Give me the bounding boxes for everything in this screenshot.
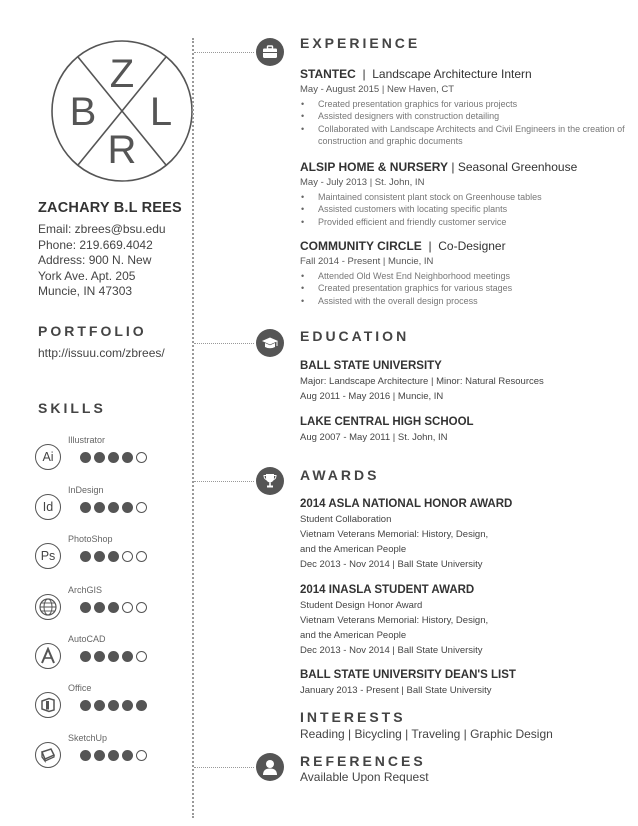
award-line: and the American People — [300, 544, 407, 555]
rating-dot-filled — [108, 700, 119, 711]
award-line: Student Design Honor Award — [300, 600, 423, 611]
job-bullet: • Assisted designers with construction detailing — [300, 110, 625, 122]
job-bullet: • Assisted customers with locating specific plants — [300, 203, 625, 215]
photoshop-icon: Ps — [35, 543, 61, 569]
experience-heading: EXPERIENCE — [300, 35, 421, 51]
job-bullets — [300, 191, 625, 228]
skill-label: PhotoShop — [68, 534, 113, 544]
skill-rating — [80, 651, 147, 662]
rating-dot-empty — [136, 651, 147, 662]
rating-dot-filled — [108, 750, 119, 761]
sketchup-icon — [35, 742, 61, 768]
job-bullet: • Assisted with the overall design process — [300, 295, 625, 307]
rating-dot-filled — [136, 700, 147, 711]
references-heading: REFERENCES — [300, 753, 426, 769]
skill-rating — [80, 502, 147, 513]
interests-text: Reading | Bicycling | Traveling | Graphic Design — [300, 727, 553, 741]
job-org: ALSIP HOME & NURSERY — [300, 160, 449, 174]
job-alsip — [300, 160, 625, 228]
rating-dot-empty — [136, 602, 147, 613]
school-name: BALL STATE UNIVERSITY — [300, 360, 442, 372]
job-meta: Fall 2014 - Present | Muncie, IN — [300, 256, 434, 267]
skill-label: InDesign — [68, 485, 104, 495]
rating-dot-filled — [80, 452, 91, 463]
school-lake-central — [300, 416, 625, 445]
rating-dot-filled — [94, 651, 105, 662]
education-heading: EDUCATION — [300, 328, 410, 344]
skill-label: Office — [68, 683, 92, 693]
contact-phone: Phone: 219.669.4042 — [38, 237, 153, 252]
school-name: LAKE CENTRAL HIGH SCHOOL — [300, 416, 474, 428]
skill-rating — [80, 750, 147, 761]
school-bsu — [300, 360, 625, 404]
rating-dot-filled — [108, 551, 119, 562]
rating-dot-filled — [108, 452, 119, 463]
job-role: Seasonal Greenhouse — [457, 160, 578, 174]
rating-dot-filled — [122, 651, 133, 662]
job-org: COMMUNITY CIRCLE — [300, 239, 422, 253]
indesign-icon: Id — [35, 494, 61, 520]
job-role: Co-Designer — [438, 239, 506, 253]
rating-dot-filled — [94, 700, 105, 711]
timeline-divider — [192, 38, 194, 818]
contact-address-line-3: Muncie, IN 47303 — [38, 284, 133, 298]
rating-dot-empty — [122, 551, 133, 562]
school-line: Aug 2011 - May 2016 | Muncie, IN — [300, 391, 444, 402]
skill-label: Illustrator — [68, 435, 106, 445]
award-inasla — [300, 584, 625, 658]
rating-dot-empty — [122, 602, 133, 613]
job-meta: May - July 2013 | St. John, IN — [300, 177, 425, 188]
job-org: STANTEC — [300, 67, 356, 81]
rating-dot-filled — [80, 651, 91, 662]
monogram-letter-z: Z — [109, 52, 135, 96]
job-title: COMMUNITY CIRCLE | Co-Designer — [300, 239, 506, 253]
skill-label: SketchUp — [68, 733, 108, 743]
section-connector — [194, 481, 254, 482]
rating-dot-filled — [94, 551, 105, 562]
rating-dot-filled — [122, 700, 133, 711]
rating-dot-filled — [122, 502, 133, 513]
briefcase-icon — [256, 38, 284, 66]
contact-address-line-1: Address: 900 N. New — [38, 253, 152, 267]
rating-dot-empty — [136, 452, 147, 463]
job-bullet: • Collaborated with Landscape Architects and Civil Engineers in the creation of construction and graphic documents — [300, 123, 625, 148]
section-connector — [194, 52, 254, 53]
award-line: Dec 2013 - Nov 2014 | Ball State University — [300, 559, 483, 570]
rating-dot-filled — [108, 651, 119, 662]
rating-dot-filled — [80, 602, 91, 613]
job-meta: May - August 2015 | New Haven, CT — [300, 84, 455, 95]
job-bullet: • Provided efficient and friendly customer service — [300, 216, 625, 228]
skill-rating — [80, 452, 147, 463]
portfolio-link[interactable]: http://issuu.com/zbrees/ — [38, 346, 165, 360]
job-bullet: • Created presentation graphics for various stages — [300, 282, 625, 294]
person-icon — [256, 753, 284, 781]
awards-heading: AWARDS — [300, 467, 380, 483]
job-bullet: • Created presentation graphics for various projects — [300, 98, 625, 110]
monogram-letter-l: L — [149, 90, 173, 134]
references-text: Available Upon Request — [300, 770, 429, 784]
job-bullets — [300, 270, 625, 307]
autocad-icon — [35, 643, 61, 669]
school-line: Major: Landscape Architecture | Minor: Natural Resources — [300, 376, 544, 387]
award-line: Vietnam Veterans Memorial: History, Design, — [300, 615, 489, 626]
job-stantec — [300, 67, 625, 148]
award-deans-list — [300, 669, 625, 698]
profile-name: ZACHARY B.L REES — [38, 200, 182, 216]
award-line: Dec 2013 - Nov 2014 | Ball State University — [300, 645, 483, 656]
rating-dot-filled — [94, 452, 105, 463]
graduation-cap-icon — [256, 329, 284, 357]
contact-address-line-2: York Ave. Apt. 205 — [38, 268, 136, 283]
rating-dot-filled — [108, 502, 119, 513]
award-line: Vietnam Veterans Memorial: History, Design, — [300, 529, 489, 540]
rating-dot-filled — [94, 750, 105, 761]
rating-dot-filled — [80, 700, 91, 711]
interests-heading: INTERESTS — [300, 709, 406, 725]
skill-rating — [80, 551, 147, 562]
award-line: Student Collaboration — [300, 514, 392, 525]
school-line: Aug 2007 - May 2011 | St. John, IN — [300, 432, 448, 443]
job-title: ALSIP HOME & NURSERY | Seasonal Greenhouse — [300, 160, 578, 174]
rating-dot-filled — [122, 452, 133, 463]
monogram-letter-b: B — [69, 90, 97, 134]
award-line: January 2013 - Present | Ball State University — [300, 685, 492, 696]
trophy-icon — [256, 467, 284, 495]
award-name: 2014 ASLA NATIONAL HONOR AWARD — [300, 498, 513, 510]
award-line: and the American People — [300, 630, 407, 641]
rating-dot-filled — [80, 502, 91, 513]
rating-dot-filled — [80, 750, 91, 761]
skills-heading: SKILLS — [38, 400, 106, 416]
section-connector — [194, 343, 254, 344]
skill-label: AutoCAD — [68, 634, 106, 644]
illustrator-icon: Ai — [35, 444, 61, 470]
rating-dot-filled — [80, 551, 91, 562]
office-icon — [35, 692, 61, 718]
skill-rating — [80, 700, 147, 711]
rating-dot-filled — [94, 502, 105, 513]
portfolio-heading: PORTFOLIO — [38, 323, 147, 339]
job-community-circle — [300, 239, 625, 307]
section-connector — [194, 767, 254, 768]
rating-dot-filled — [108, 602, 119, 613]
job-title: STANTEC | Landscape Architecture Intern — [300, 67, 532, 81]
job-bullet: • Maintained consistent plant stock on Greenhouse tables — [300, 191, 625, 203]
skill-label: ArchGIS — [68, 585, 103, 595]
rating-dot-empty — [136, 502, 147, 513]
award-name: BALL STATE UNIVERSITY DEAN'S LIST — [300, 669, 516, 681]
rating-dot-empty — [136, 750, 147, 761]
rating-dot-empty — [136, 551, 147, 562]
job-bullet: • Attended Old West End Neighborhood meetings — [300, 270, 625, 282]
contact-email[interactable]: Email: zbrees@bsu.edu — [38, 222, 166, 236]
rating-dot-filled — [94, 602, 105, 613]
award-name: 2014 INASLA STUDENT AWARD — [300, 584, 475, 596]
contact-block — [38, 222, 188, 300]
monogram-logo — [48, 37, 196, 185]
rating-dot-filled — [122, 750, 133, 761]
job-role: Landscape Architecture Intern — [372, 67, 532, 81]
monogram-letter-r: R — [107, 128, 137, 172]
globe-icon — [35, 594, 61, 620]
skill-rating — [80, 602, 147, 613]
award-asla — [300, 498, 625, 572]
job-bullets — [300, 98, 625, 148]
